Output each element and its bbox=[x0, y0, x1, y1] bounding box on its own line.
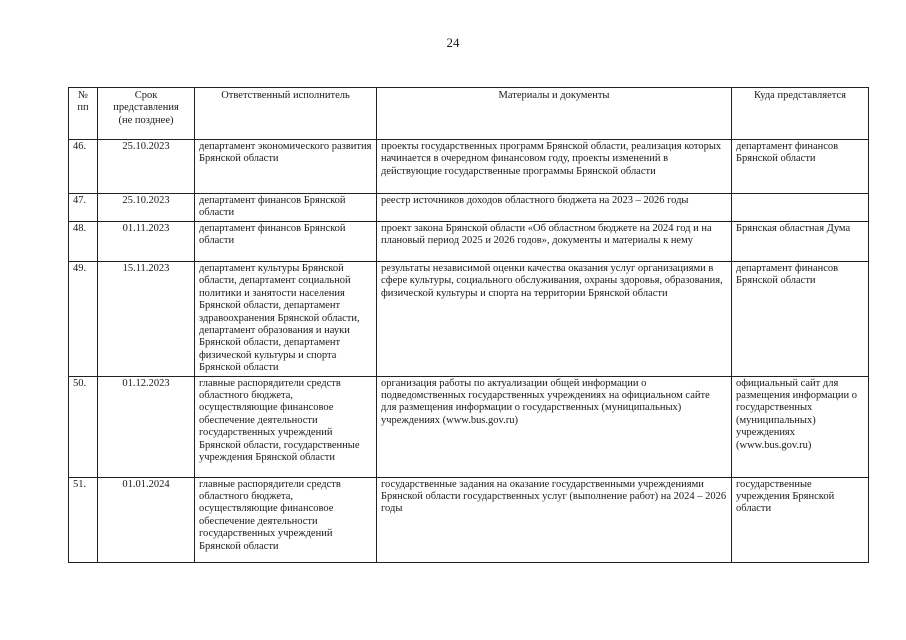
row-executor: главные распорядители средств областного бюджета, осуществляющие финансовое обеспечение деятельности государственных учреждений Брянской области, государственные учреждения Брянской области bbox=[195, 376, 377, 477]
row-materials: организация работы по актуализации общей информации о подведомственных государственных учреждениях на официальном сайте для размещения информации о государственных (муниципальных) учреждениях (www.bus.gov.ru) bbox=[377, 376, 732, 477]
row-deadline: 01.01.2024 bbox=[98, 477, 195, 562]
table-row bbox=[69, 222, 869, 262]
row-executor: департамент финансов Брянской области bbox=[195, 194, 377, 222]
header-num: № пп bbox=[69, 88, 98, 140]
header-executor: Ответственный исполнитель bbox=[195, 88, 377, 140]
row-number: 47. bbox=[69, 194, 98, 222]
row-materials: проекты государственных программ Брянской области, реализация которых начинается в очередном финансовом году, проекты изменений в действующие государственные программы Брянской области bbox=[377, 140, 732, 194]
header-materials: Материалы и документы bbox=[377, 88, 732, 140]
row-materials: проект закона Брянской области «Об областном бюджете на 2024 год и на плановый период 2025 и 2026 годов», документы и материалы к нему bbox=[377, 222, 732, 262]
table-row bbox=[69, 194, 869, 222]
table-row bbox=[69, 477, 869, 562]
row-deadline: 01.11.2023 bbox=[98, 222, 195, 262]
row-destination: департамент финансов Брянской области bbox=[732, 262, 869, 377]
row-number: 51. bbox=[69, 477, 98, 562]
table-row bbox=[69, 376, 869, 477]
row-deadline: 01.12.2023 bbox=[98, 376, 195, 477]
table-row bbox=[69, 140, 869, 194]
row-executor: департамент финансов Брянской области bbox=[195, 222, 377, 262]
row-number: 46. bbox=[69, 140, 98, 194]
table-header-row bbox=[69, 88, 869, 140]
row-destination: Брянская областная Дума bbox=[732, 222, 869, 262]
table-row bbox=[69, 262, 869, 377]
header-deadline: Срок представления (не позднее) bbox=[98, 88, 195, 140]
row-destination: государственные учреждения Брянской области bbox=[732, 477, 869, 562]
row-materials: результаты независимой оценки качества оказания услуг организациями в сфере культуры, социального обслуживания, охраны здоровья, образования, физической культуры и спорта на территории Брянской области bbox=[377, 262, 732, 377]
row-executor: департамент экономического развития Брянской области bbox=[195, 140, 377, 194]
row-deadline: 25.10.2023 bbox=[98, 140, 195, 194]
row-number: 50. bbox=[69, 376, 98, 477]
row-materials: реестр источников доходов областного бюджета на 2023 – 2026 годы bbox=[377, 194, 732, 222]
row-destination bbox=[732, 194, 869, 222]
row-number: 49. bbox=[69, 262, 98, 377]
header-destination: Куда представляется bbox=[732, 88, 869, 140]
schedule-table bbox=[68, 87, 869, 563]
row-destination: официальный сайт для размещения информации о государственных (муниципальных) учреждениях (www.bus.gov.ru) bbox=[732, 376, 869, 477]
page-number: 24 bbox=[446, 35, 460, 50]
row-number: 48. bbox=[69, 222, 98, 262]
row-executor: департамент культуры Брянской области, департамент социальной политики и занятости населения Брянской области, департамент здравоохранения Брянской области, департамент образования и науки Брянской области, департамент физической культуры и спорта Брянской области bbox=[195, 262, 377, 377]
row-executor: главные распорядители средств областного бюджета, осуществляющие финансовое обеспечение деятельности государственных учреждений Брянской области bbox=[195, 477, 377, 562]
row-deadline: 15.11.2023 bbox=[98, 262, 195, 377]
row-materials: государственные задания на оказание государственными учреждениями Брянской области государственных услуг (выполнение работ) на 2024 – 2026 годы bbox=[377, 477, 732, 562]
row-deadline: 25.10.2023 bbox=[98, 194, 195, 222]
row-destination: департамент финансов Брянской области bbox=[732, 140, 869, 194]
